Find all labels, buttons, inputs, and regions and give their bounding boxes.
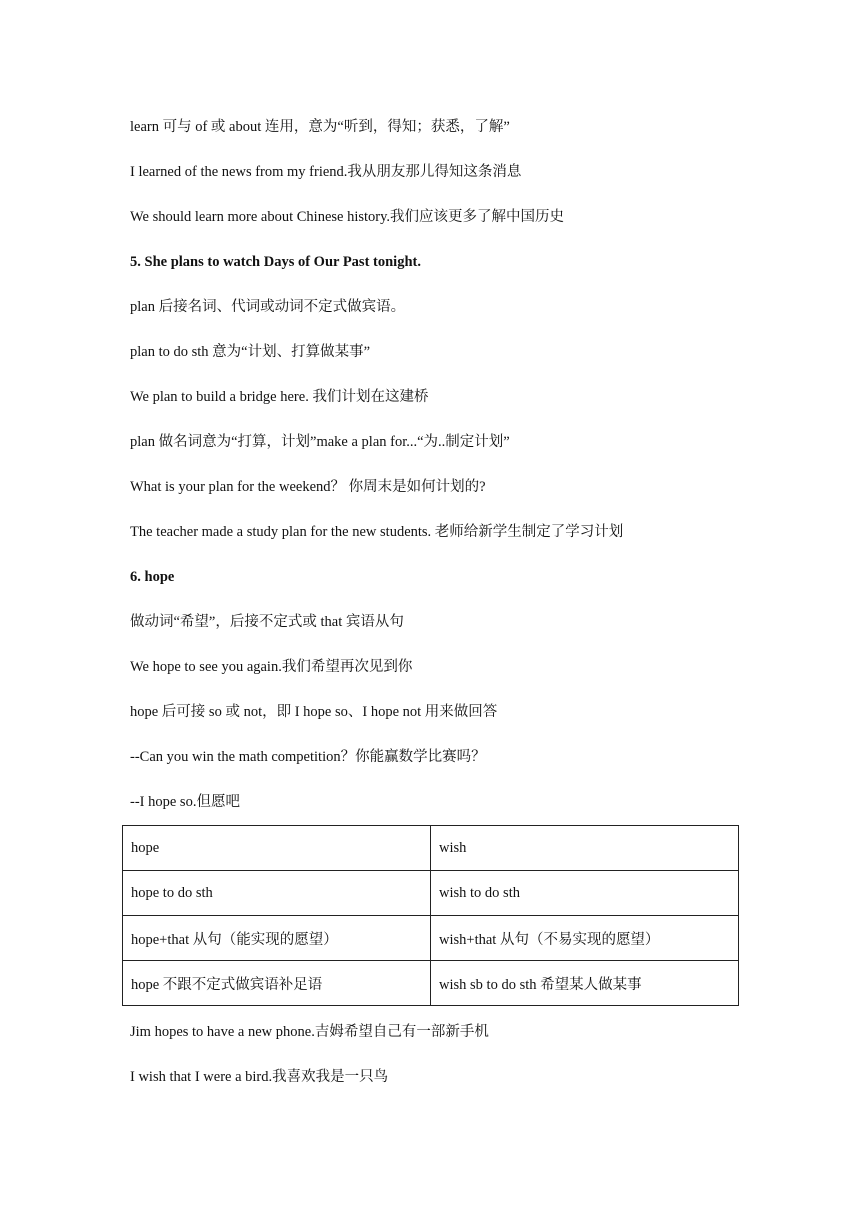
- text-line: Jim hopes to have a new phone.吉姆希望自己有一部新手机: [130, 1024, 489, 1040]
- table-cell: hope+that 从句（能实现的愿望）: [123, 916, 431, 961]
- text-line: We plan to build a bridge here. 我们计划在这建桥: [130, 389, 429, 405]
- text-line: --I hope so.但愿吧: [130, 794, 240, 810]
- table-cell: hope to do sth: [123, 871, 431, 916]
- table-cell: wish to do sth: [431, 871, 739, 916]
- text-line: I wish that I were a bird.我喜欢我是一只鸟: [130, 1069, 389, 1085]
- text-line: learn 可与 of 或 about 连用，意为“听到，得知；获悉，了解”: [130, 119, 510, 135]
- text-line: plan 做名词意为“打算，计划”make a plan for...“为..制定计划”: [130, 434, 510, 450]
- text-line: plan 后接名词、代词或动词不定式做宾语。: [130, 299, 406, 315]
- table-row: [123, 961, 739, 1006]
- table-row: [123, 871, 739, 916]
- text-line: The teacher made a study plan for the new students. 老师给新学生制定了学习计划: [130, 524, 624, 540]
- table-cell: wish+that 从句（不易实现的愿望）: [431, 916, 739, 961]
- table-row: [123, 916, 739, 961]
- table-cell: wish sb to do sth 希望某人做某事: [431, 961, 739, 1006]
- text-line: plan to do sth 意为“计划、打算做某事”: [130, 344, 371, 360]
- text-line: I learned of the news from my friend.我从朋友那儿得知这条消息: [130, 164, 522, 180]
- comparison-table: [122, 825, 739, 1006]
- text-line: We hope to see you again.我们希望再次见到你: [130, 659, 413, 675]
- table-cell: wish: [431, 826, 739, 871]
- text-line: hope 后可接 so 或 not，即 I hope so、I hope not 用来做回答: [130, 704, 498, 720]
- text-line: --Can you win the math competition？你能赢数学比赛吗？: [130, 749, 486, 765]
- table-row: [123, 826, 739, 871]
- text-line: What is your plan for the weekend？ 你周末是如何计划的?: [130, 479, 486, 495]
- table-cell: hope 不跟不定式做宾语补足语: [123, 961, 431, 1006]
- section-heading: 5. She plans to watch Days of Our Past tonight.: [130, 254, 421, 270]
- text-line: We should learn more about Chinese history.我们应该更多了解中国历史: [130, 209, 565, 225]
- text-line: 做动词“希望”，后接不定式或 that 宾语从句: [130, 614, 404, 630]
- section-heading: 6. hope: [130, 569, 175, 585]
- table-cell: hope: [123, 826, 431, 871]
